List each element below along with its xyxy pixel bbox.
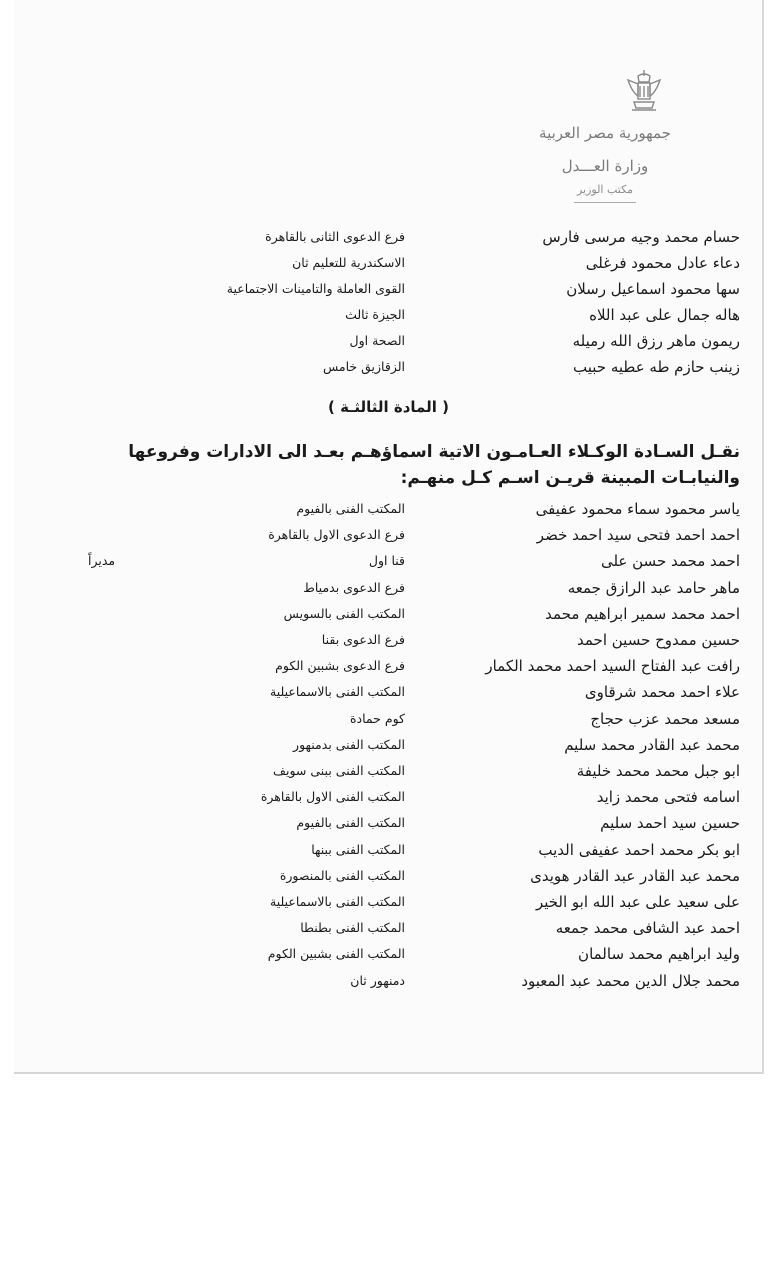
assigned-department: فرع الدعوى الاول بالقاهرة	[268, 527, 405, 543]
person-name: احمد عبد الشافى محمد جمعه	[555, 919, 740, 938]
assigned-department: قنا اول	[368, 553, 405, 569]
list-row	[0, 500, 777, 526]
person-name: وليد ابراهيم محمد سالمان	[578, 945, 740, 964]
person-name: احمد محمد سمير ابراهيم محمد	[545, 604, 740, 623]
assigned-department: المكتب الفنى بالفيوم	[296, 501, 405, 516]
person-name: دعاء عادل محمود فرغلى	[585, 254, 740, 272]
person-name: حسين سيد احمد سليم	[600, 814, 740, 833]
person-name: احمد احمد فتحى سيد احمد خضر	[536, 526, 740, 545]
letterhead-republic: جمهورية مصر العربية	[539, 124, 671, 142]
list-row	[0, 657, 777, 683]
person-name: حسام محمد وجيه مرسى فارس	[542, 228, 740, 246]
letterhead-divider	[574, 202, 636, 203]
assigned-department: فرع الدعوى بقنا	[321, 632, 405, 647]
assigned-department: المكتب الفنى الاول بالقاهرة	[260, 789, 405, 805]
assigned-department: الزقازيق خامس	[322, 359, 405, 374]
person-name: محمد عبد القادر محمد سليم	[564, 735, 740, 754]
list-row	[0, 579, 777, 605]
list-row	[0, 358, 777, 384]
list-row	[0, 683, 777, 709]
person-name: ابو بكر محمد احمد عفيفى الديب	[538, 840, 740, 859]
person-name: محمد عبد القادر عبد القادر هويدى	[530, 866, 740, 885]
person-name: مسعد محمد عزب حجاج	[590, 709, 740, 728]
list-row	[0, 972, 777, 998]
assigned-department: فرع الدعوى بشبين الكوم	[275, 658, 405, 674]
position-note: مديراً	[88, 553, 116, 569]
person-name: محمد جلال الدين محمد عبد المعبود	[521, 971, 740, 990]
assigned-department: دمنهور ثان	[350, 972, 405, 988]
list-row	[0, 919, 777, 945]
list-row	[0, 228, 777, 254]
list-row	[0, 867, 777, 893]
list-row	[0, 332, 777, 358]
list-row	[0, 893, 777, 919]
letterhead-ministry: وزارة العـــدل	[561, 157, 649, 175]
assigned-department: المكتب الفنى ببنى سويف	[273, 763, 405, 778]
person-name: حسين ممدوح حسين احمد	[577, 631, 740, 649]
paragraph-line-1: نقـل السـادة الوكـلاء العـامـون الاتية اسماؤهـم بعـد الى الادارات وفروعها	[128, 442, 740, 462]
assigned-department: المكتب الفنى بطنطا	[300, 920, 405, 936]
list-row	[0, 841, 777, 867]
list-row	[0, 552, 777, 578]
assigned-department: المكتب الفنى بالسويس	[283, 605, 405, 621]
person-name: هاله جمال على عبد اللاه	[589, 306, 740, 324]
list-row	[0, 945, 777, 971]
list-row	[0, 605, 777, 631]
person-name: على سعيد على عبد الله ابو الخير	[535, 893, 740, 911]
assigned-department: المكتب الفنى ببنها	[311, 841, 405, 857]
person-name: ياسر محمود سماء محمود عفيفى	[535, 500, 740, 518]
assigned-department: المكتب الفنى بالفيوم	[296, 815, 405, 831]
person-name: ابو جبل محمد محمد خليفة	[576, 762, 740, 780]
list-row	[0, 762, 777, 788]
assigned-department: القوى العاملة والتامينات الاجتماعية	[226, 281, 405, 296]
list-row	[0, 710, 777, 736]
assigned-department: المكتب الفنى بدمنهور	[293, 736, 405, 752]
article-title: ( المادة الثالثـة )	[328, 398, 449, 416]
list-row	[0, 736, 777, 762]
assigned-department: كوم حمادة	[350, 710, 405, 726]
person-name: رافت عبد الفتاح السيد احمد محمد الكمار	[485, 657, 740, 676]
list-row	[0, 254, 777, 280]
eagle-emblem-icon	[622, 66, 666, 114]
assigned-department: الجيزة ثالث	[345, 307, 405, 322]
assigned-department: المكتب الفنى بالاسماعيلية	[270, 684, 405, 700]
assigned-department: الاسكندرية للتعليم ثان	[292, 255, 405, 270]
letterhead-office: مكتب الوزير	[576, 183, 634, 196]
person-name: زينب حازم طه عطيه حبيب	[573, 358, 740, 376]
list-row	[0, 280, 777, 306]
assigned-department: الصحة اول	[349, 333, 405, 348]
assigned-department: المكتب الفنى بالاسماعيلية	[270, 894, 405, 909]
list-row	[0, 788, 777, 814]
person-name: سها محمود اسماعيل رسلان	[566, 280, 740, 298]
assigned-department: فرع الدعوى بدمياط	[303, 579, 405, 595]
list-row	[0, 306, 777, 332]
assigned-department: المكتب الفنى بالمنصورة	[279, 867, 405, 883]
list-row	[0, 631, 777, 657]
list-row	[0, 814, 777, 840]
assigned-department: المكتب الفنى بشبين الكوم	[267, 946, 405, 962]
assigned-department: فرع الدعوى الثانى بالقاهرة	[265, 229, 405, 244]
paragraph-line-2: والنيابـات المبينة قريـن اسـم كـل منهـم:	[400, 468, 740, 488]
person-name: اسامه فتحى محمد زايد	[596, 788, 740, 807]
list-row	[0, 526, 777, 552]
person-name: علاء احمد محمد شرقاوى	[584, 683, 740, 702]
person-name: احمد محمد حسن على	[600, 552, 740, 571]
person-name: ماهر حامد عبد الرازق جمعه	[567, 578, 740, 597]
person-name: ريمون ماهر رزق الله رميله	[572, 332, 740, 350]
